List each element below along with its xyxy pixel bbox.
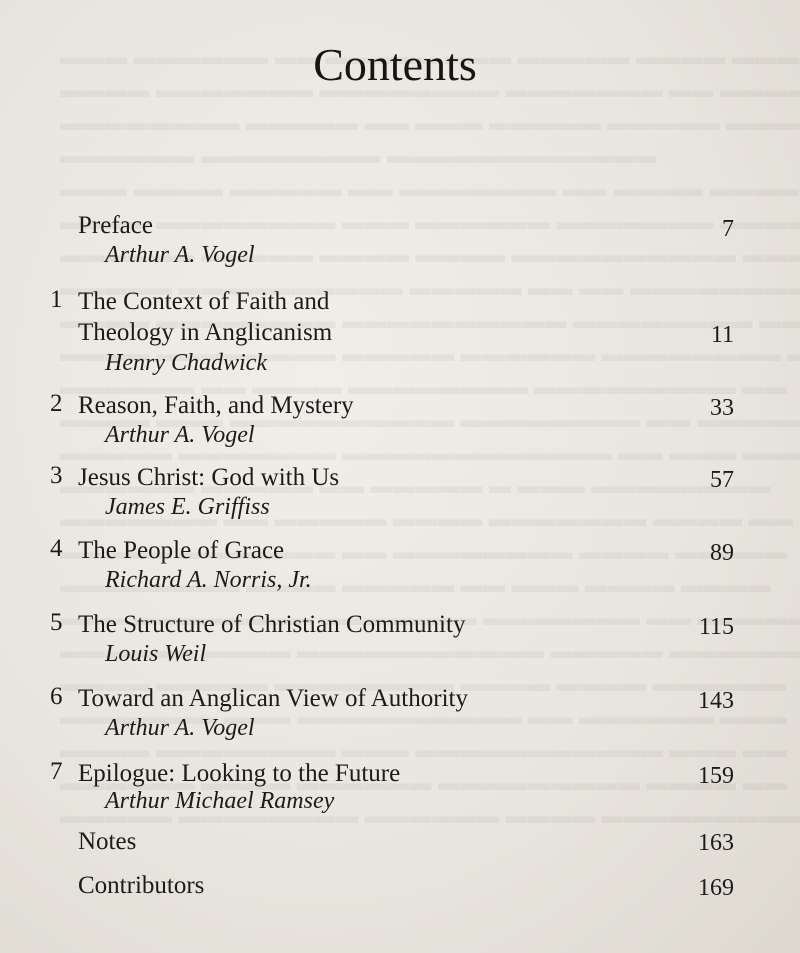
entry-title: Preface bbox=[78, 212, 153, 239]
entry-page-number: 143 bbox=[698, 688, 734, 714]
entry-page-number: 11 bbox=[710, 322, 734, 348]
entry-page-number: 159 bbox=[698, 763, 734, 789]
entry-number: 6 bbox=[50, 683, 63, 710]
entry-page-number: 169 bbox=[698, 875, 734, 901]
entry-number: 1 bbox=[50, 286, 63, 313]
entry-page-number: 57 bbox=[710, 467, 734, 493]
entry-author: James E. Griffiss bbox=[105, 494, 270, 520]
entry-title: The Structure of Christian Community bbox=[78, 611, 466, 638]
entry-title: Contributors bbox=[78, 872, 205, 899]
entry-author: Henry Chadwick bbox=[105, 350, 267, 376]
entry-title: The People of Grace bbox=[78, 537, 285, 564]
entry-title: The Context of Faith and bbox=[78, 288, 330, 315]
entry-title-continued: Theology in Anglicanism bbox=[78, 319, 333, 346]
contents-heading: Contents bbox=[313, 39, 477, 90]
entry-author: Arthur A. Vogel bbox=[105, 242, 255, 268]
entry-title: Reason, Faith, and Mystery bbox=[78, 392, 354, 419]
entry-title: Notes bbox=[78, 828, 137, 855]
entry-number: 7 bbox=[50, 758, 63, 785]
entry-author: Arthur A. Vogel bbox=[105, 715, 255, 741]
entry-page-number: 115 bbox=[698, 614, 734, 640]
entry-title: Jesus Christ: God with Us bbox=[78, 464, 340, 491]
entry-title: Epilogue: Looking to the Future bbox=[78, 760, 401, 787]
entry-page-number: 7 bbox=[722, 216, 734, 242]
entry-page-number: 89 bbox=[710, 540, 734, 566]
entry-author: Arthur A. Vogel bbox=[105, 422, 255, 448]
entry-author: Louis Weil bbox=[105, 641, 207, 667]
entry-number: 3 bbox=[50, 462, 63, 489]
entry-number: 5 bbox=[50, 609, 63, 636]
entry-page-number: 163 bbox=[698, 830, 734, 856]
entry-number: 4 bbox=[50, 535, 63, 562]
entry-number: 2 bbox=[50, 390, 63, 417]
entry-page-number: 33 bbox=[710, 395, 734, 421]
entry-author: Richard A. Norris, Jr. bbox=[105, 567, 312, 593]
entry-title: Toward an Anglican View of Authority bbox=[78, 685, 468, 712]
entry-author: Arthur Michael Ramsey bbox=[105, 788, 335, 814]
